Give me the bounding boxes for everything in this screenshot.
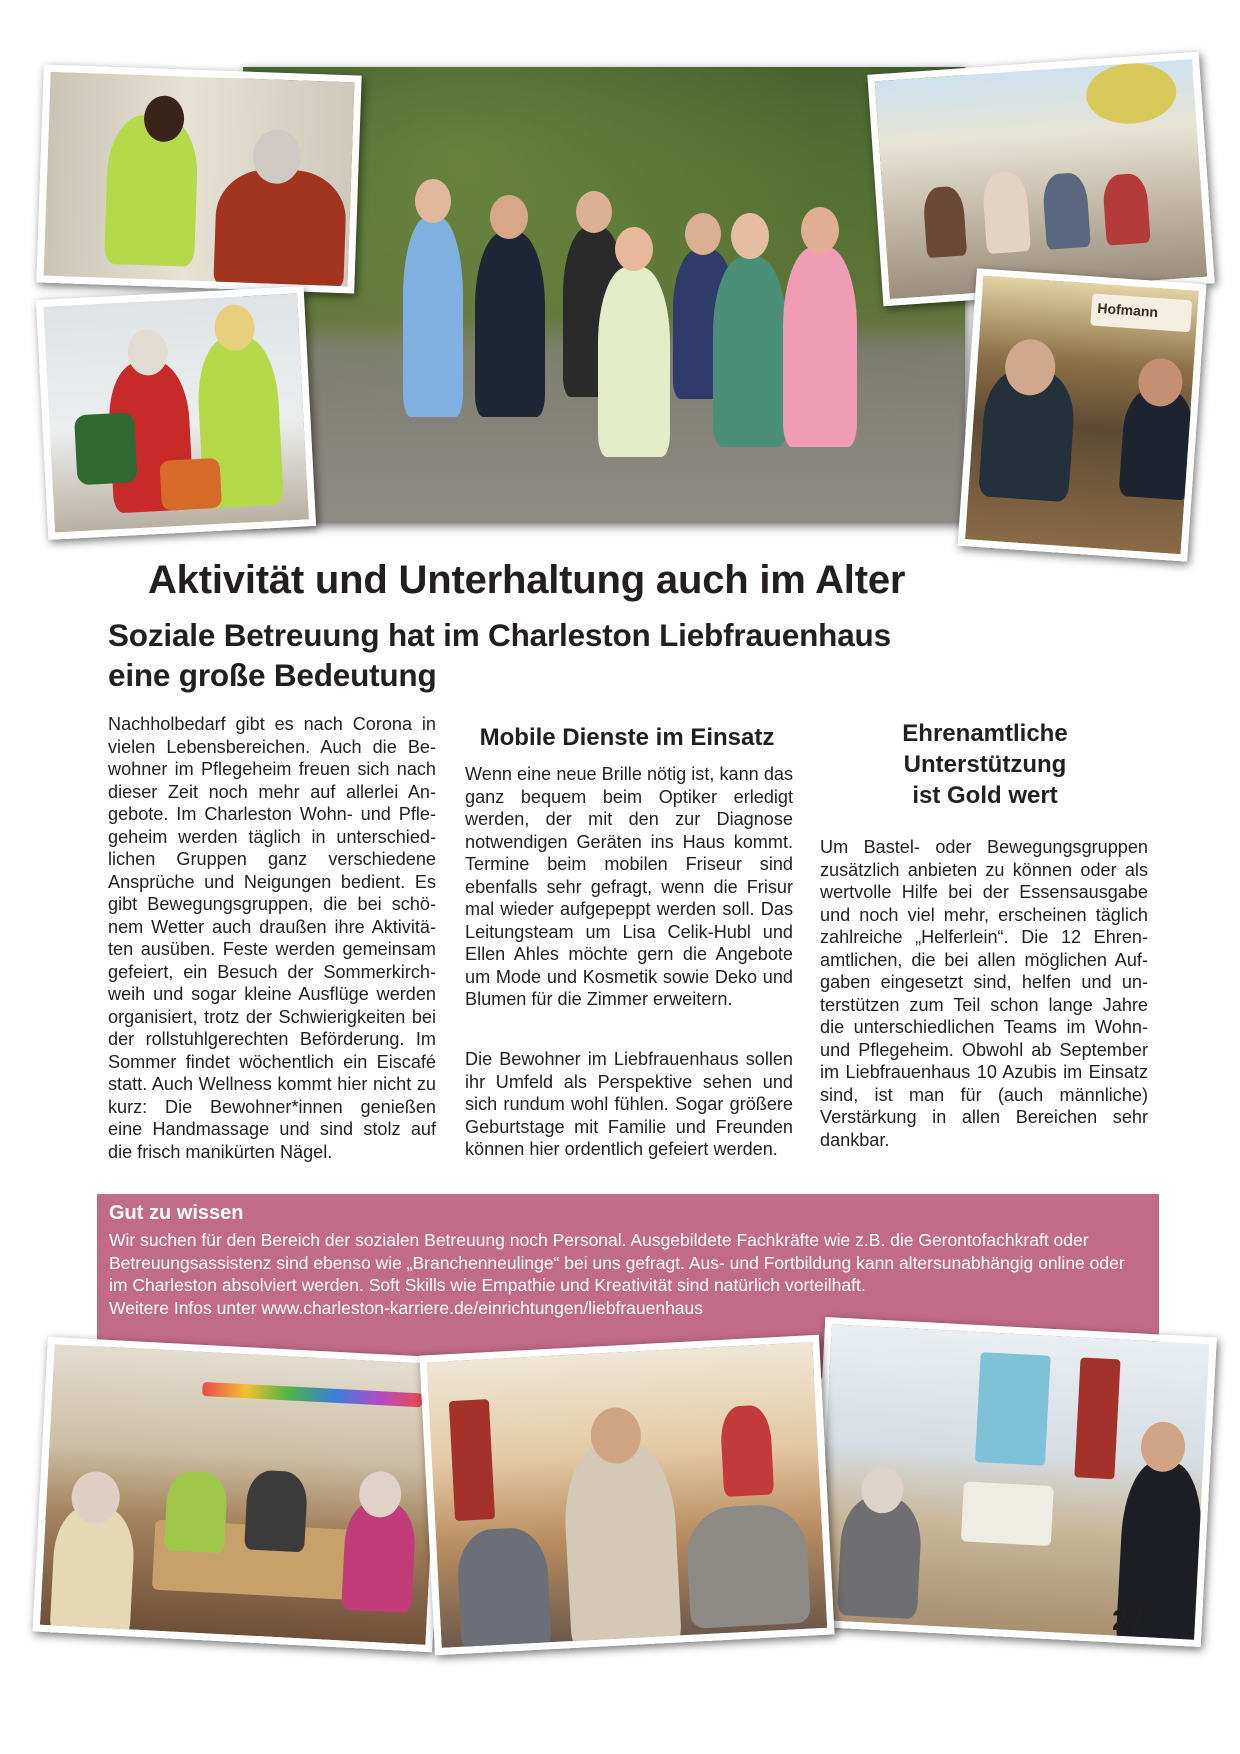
info-box-heading: Gut zu wissen [109,1202,244,1224]
photo-kirchweih-visit [958,268,1207,561]
info-box-text: Wir suchen für den Bereich der sozialen Betreuung noch Personal. Ausgebildete Fachkräfte wie z.B. die Gerontofachkraft oder Betreuungsassistenz sind ebenso wie „Branchenneulinge“ bei uns gefragt. Aus- und Fortbildung kann altersunabhängig online oder im Charleston absolviert werden. Soft Skills wie Empathie und Kreativität sind natürlich vorteilhaft. [109,1230,1125,1295]
column-3-heading-line-1: Ehrenamtliche [902,720,1068,747]
beer-tent-sign: Hofmann [1096,299,1159,321]
column-2-paragraph-2: Die Bewohner im Liebfrauenhaus sollen ihr Umfeld als Perspektive sehen und sich rundum wohl fühlen. Sogar größere Geburtstage mit Familie und Freunden können hier ordentlich gefeiert werden. [465,1049,793,1159]
photo-music-performance [809,1317,1217,1647]
column-3-heading-line-3: ist Gold wert [912,782,1058,809]
column-1-text: Nachholbedarf gibt es nach Corona in vielen Lebensbereichen. Auch die Bewohner im Pflegeheim freuen sich nach dieser Zeit noch mehr auf allerlei Angebote. Im Charleston Wohn- und Pflegeheim werden täglich in unterschiedlichen Gruppen ganz verschiedene Ansprüche und Neigungen bedient. Es gibt Bewegungsgruppen, die bei schönem Wetter auch draußen ihre Aktivitäten ausüben. Feste werden gemeinsam gefeiert, ein Besuch der Sommerkirchweih und sogar kleine Ausflüge werden organisiert, trotz der Schwierigkeiten bei der rollstuhlgerechten Beförderung. Im Sommer findet wöchentlich ein Eiscafé statt. Auch Wellness kommt hier nicht zu kurz: Die Bewohner*innen genießen eine Handmassage und sind stolz auf die frisch manikürten Nägel. [108,714,436,1162]
subtitle-line-1: Soziale Betreuung hat im Charleston Liebfrauenhaus [108,617,891,653]
article-subtitle [108,615,891,695]
article-title: Aktivität und Unterhaltung auch im Alter [148,558,906,602]
photo-party-table [33,1337,448,1653]
column-3-text: Um Bastel- oder Bewegungsgruppen zusätzlich anbieten zu können oder als wertvolle Hilfe bei der Essensausgabe und noch viel mehr, erscheinen täglich zahlreiche „Helferlein“. Die 12 Ehrenamtlichen, die bei allen möglichen Aufgaben eingesetzt sind, helfen und unterstützen zum Teil schon lange Jahre die unterschiedlichen Teams im Wohn- und Pflegeheim. Obwohl ab September im Liebfrauenhaus 10 Azubis im Einsatz sind, ist man für (auch männliche) Verstärkung in allen Bereichen sehr dankbar. [820,837,1148,1150]
page-number: 27 [1112,1605,1145,1637]
column-3-heading-line-2: Unterstützung [903,751,1067,778]
photo-terrace-group [867,52,1214,307]
info-box-link: Weitere Infos unter www.charleston-karriere.de/einrichtungen/liebfrauenhaus [109,1297,704,1318]
photo-sing-along [419,1335,834,1656]
photo-planting-flowers [36,286,316,540]
column-3-heading [820,718,1150,811]
column-2-heading: Mobile Dienste im Einsatz [479,724,775,751]
photo-manicure [36,65,361,294]
subtitle-line-2: eine große Bedeutung [108,657,437,693]
column-2-paragraph-1: Wenn eine neue Brille nötig ist, kann das ganz bequem beim Optiker erledigt werden, der mit den zur Diagnose notwendigen Geräten ins Haus kommt. Termine beim mobilen Friseur sind ebenfalls sehr gefragt, wenn die Frisur mal wieder aufgepeppt werden soll. Das Leitungsteam um Lisa Celik-Hubl und Ellen Ahles möchte gern die Angebote um Mode und Kosmetik sowie Deko und Blumen für die Zimmer erweitern. [465,764,793,1009]
